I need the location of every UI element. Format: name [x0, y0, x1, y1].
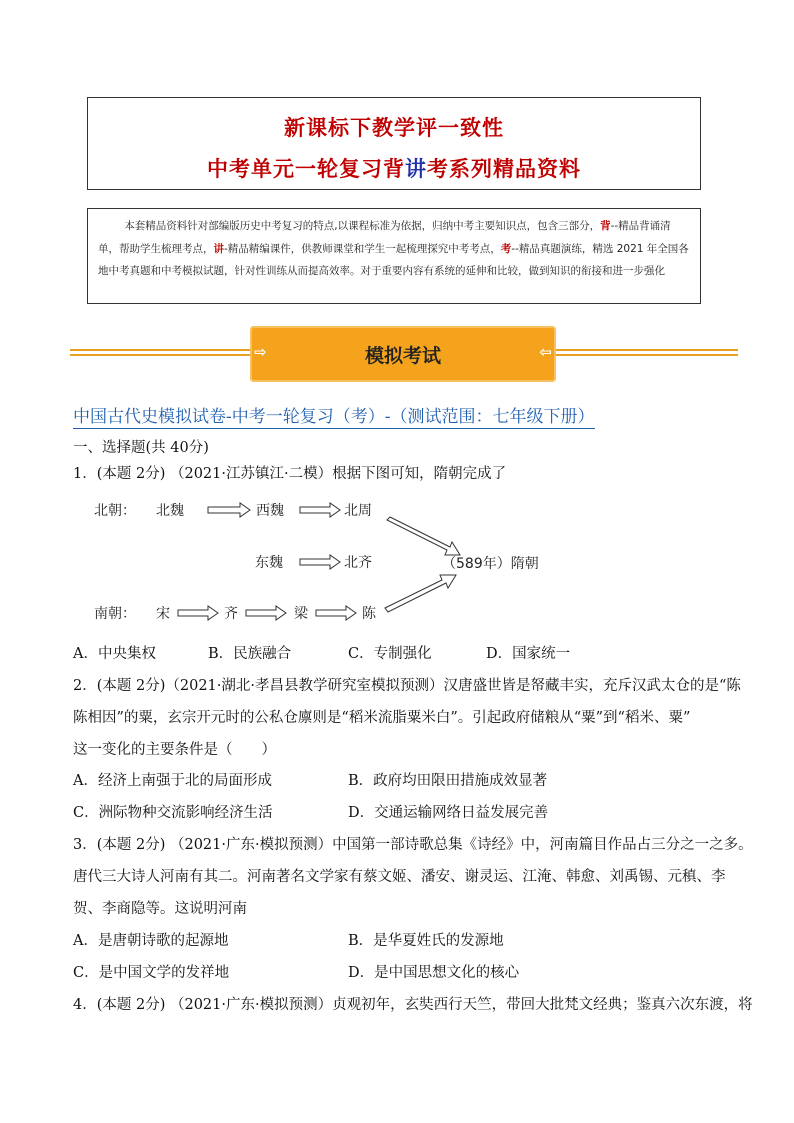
- label-north: 北朝：: [94, 503, 136, 519]
- label-beiwei: 北魏: [156, 503, 184, 519]
- subtitle-jiang: 讲: [405, 156, 427, 181]
- intro-text-4: --精品真题演练，精选 2021 年全国各地中考真题和中考模拟试题，针对性训练从而提高效率。对于重要内容有系统的延伸和比较，做到知识的衔接和进一步强化: [98, 242, 689, 277]
- intro-text-3: -精品精编课件，供教师课堂和学生一起梳理探究中考考点，: [224, 242, 501, 255]
- hollow-arrow-icon: [208, 503, 250, 517]
- intro-kao: 考: [500, 242, 512, 255]
- q2-option-c[interactable]: C．洲际物种交流影响经济生活: [73, 805, 273, 821]
- q3-option-d[interactable]: D．是中国思想文化的核心: [348, 965, 520, 981]
- question-2-stem-line3: 这一变化的主要条件是（ ）: [73, 742, 276, 758]
- intro-text-2: --精品背诵清单，帮助学生梳理考点，: [98, 220, 671, 255]
- question-3-stem-line1: 3．(本题 2分) （2021·广东·模拟预测）中国第一部诗歌总集《诗经》中，河南篇目作品占三分之一之多。: [73, 837, 753, 853]
- intro-jiang: 讲: [213, 242, 224, 255]
- arrow-left-icon: ⇦: [539, 343, 552, 361]
- label-dongwei: 东魏: [255, 555, 283, 571]
- label-chen: 陈: [362, 606, 376, 622]
- label-song: 宋: [156, 606, 170, 622]
- q2-option-a[interactable]: A．经济上南强于北的局面形成: [73, 773, 272, 789]
- q2-option-d[interactable]: D．交通运输网络日益发展完善: [348, 805, 549, 821]
- label-beizhou: 北周: [344, 503, 372, 519]
- subtitle-kao: 考: [427, 156, 449, 181]
- question-4-stem-line1: 4．(本题 2分) （2021·广东·模拟预测）贞观初年，玄奘西行天竺，带回大批梵文经典；鉴真六次东渡，将: [73, 997, 753, 1013]
- hollow-arrow-icon: [178, 606, 218, 620]
- intro-text-1: 本套精品资料针对部编版历史中考复习的特点,以课程标准为依据，归纳中考主要知识点，包含三部分，: [124, 220, 601, 232]
- q3-option-b[interactable]: B．是华夏姓氏的发源地: [348, 933, 504, 949]
- paper-title: 中国古代史模拟试卷-中考一轮复习（考）-（测试范围：七年级下册）: [73, 402, 595, 429]
- q1-option-d[interactable]: D．国家统一: [486, 646, 571, 662]
- header-box: [87, 97, 701, 190]
- hollow-arrow-icon: [316, 606, 356, 620]
- hollow-arrow-icon: [385, 575, 456, 612]
- hollow-arrow-icon: [300, 503, 340, 517]
- q3-option-a[interactable]: A．是唐朝诗歌的起源地: [73, 933, 229, 949]
- banner-label: 模拟考试: [364, 345, 441, 367]
- subtitle-prefix: 中考单元一轮复习: [207, 156, 383, 181]
- question-2-stem-line1: 2．(本题 2分)（2021·湖北·孝昌县教学研究室模拟预测）汉唐盛世皆是帑藏丰实，充斥汉武太仓的是“陈: [73, 678, 741, 694]
- label-liang: 梁: [294, 606, 308, 622]
- subtitle-suffix: 系列精品资料: [449, 156, 581, 181]
- hollow-arrow-icon: [300, 555, 340, 569]
- question-1-stem: 1．(本题 2分) （2021·江苏镇江·二模）根据下图可知，隋朝完成了: [73, 466, 507, 482]
- arrow-right-icon: ⇨: [254, 343, 267, 361]
- section-banner: [250, 326, 556, 382]
- q1-option-c[interactable]: C．专制强化: [348, 646, 432, 662]
- intro-paragraph: [87, 208, 701, 304]
- section-heading: 一、选择题(共 40分): [73, 440, 209, 456]
- q3-option-c[interactable]: C．是中国文学的发祥地: [73, 965, 230, 981]
- question-3-stem-line3: 贺、李商隐等。这说明河南: [73, 901, 247, 917]
- label-sui: （589年）隋朝: [442, 556, 539, 572]
- label-xiwei: 西魏: [256, 503, 284, 519]
- label-south: 南朝：: [94, 606, 136, 622]
- intro-bei: 背: [600, 220, 611, 232]
- subtitle-bei: 背: [383, 156, 405, 181]
- q2-option-b[interactable]: B．政府均田限田措施成效显著: [348, 773, 548, 789]
- dynasty-diagram: [90, 495, 570, 630]
- question-2-stem-line2: 陈相因”的粟，玄宗开元时的公私仓廪则是“稻米流脂粟米白”。引起政府储粮从“粟”到“稻米、粟”: [73, 710, 691, 726]
- document-subtitle: [88, 153, 700, 183]
- q1-option-b[interactable]: B．民族融合: [208, 646, 292, 662]
- label-qi: 齐: [224, 606, 238, 622]
- hollow-arrow-icon: [387, 517, 460, 555]
- q1-option-a[interactable]: A．中央集权: [73, 646, 156, 662]
- document-title: 新课标下教学评一致性: [284, 115, 504, 140]
- question-3-stem-line2: 唐代三大诗人河南有其二。河南著名文学家有蔡文姬、潘安、谢灵运、江淹、韩愈、刘禹锡、元稹、李: [73, 869, 726, 885]
- hollow-arrow-icon: [246, 606, 286, 620]
- label-beiqi: 北齐: [344, 555, 372, 571]
